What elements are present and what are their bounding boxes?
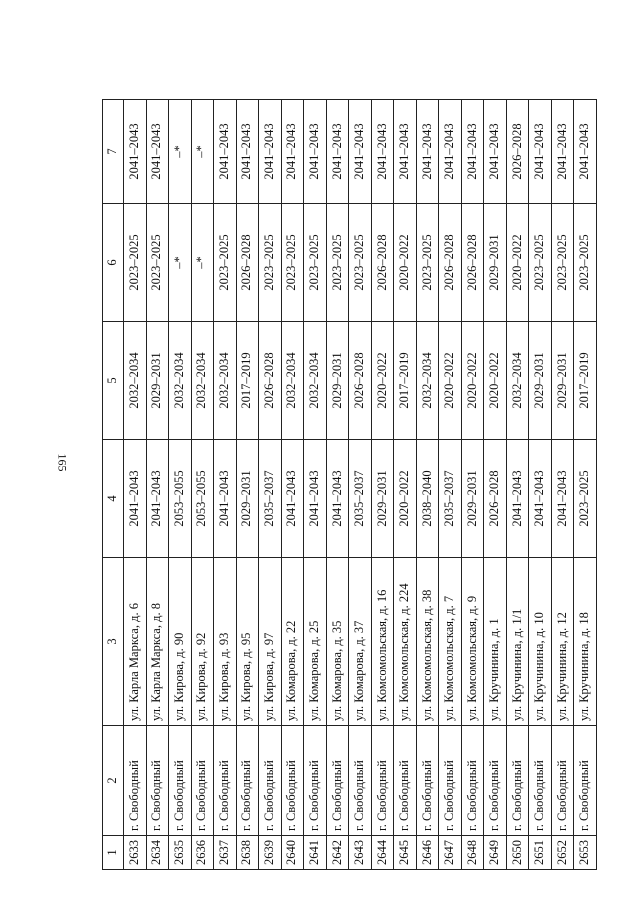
cell-col-5: 2032–2034 (304, 322, 327, 440)
cell-col-7: 2041–2043 (371, 100, 394, 204)
cell-col-1: 2653 (574, 836, 597, 870)
cell-col-2: г. Свободный (484, 726, 507, 836)
cell-col-2: г. Свободный (214, 726, 237, 836)
cell-col-7: –* (169, 100, 192, 204)
cell-col-2: г. Свободный (551, 726, 574, 836)
cell-col-3: ул. Кручинина, д. 1 (484, 558, 507, 726)
cell-col-7: 2041–2043 (236, 100, 259, 204)
table-row (551, 100, 574, 870)
cell-col-2: г. Свободный (236, 726, 259, 836)
cell-col-5: 2029–2031 (326, 322, 349, 440)
table-row (439, 100, 462, 870)
cell-col-3: ул. Комарова, д. 25 (304, 558, 327, 726)
table-row (574, 100, 597, 870)
cell-col-6: 2023–2025 (574, 204, 597, 322)
cell-col-7: 2041–2043 (574, 100, 597, 204)
cell-col-1: 2641 (304, 836, 327, 870)
cell-col-5: 2026–2028 (349, 322, 372, 440)
cell-col-7: 2041–2043 (551, 100, 574, 204)
cell-col-3: ул. Комсомольская, д. 16 (371, 558, 394, 726)
table-row (191, 100, 214, 870)
cell-col-2: г. Свободный (281, 726, 304, 836)
table-row (146, 100, 169, 870)
cell-col-2: г. Свободный (146, 726, 169, 836)
cell-col-2: г. Свободный (326, 726, 349, 836)
table-row (214, 100, 237, 870)
cell-col-7: 2041–2043 (259, 100, 282, 204)
cell-col-1: 2636 (191, 836, 214, 870)
data-table (102, 99, 597, 870)
cell-col-1: 2639 (259, 836, 282, 870)
cell-col-3: ул. Кирова, д. 90 (169, 558, 192, 726)
cell-col-1: 2646 (416, 836, 439, 870)
cell-col-1: 2637 (214, 836, 237, 870)
cell-col-2: г. Свободный (394, 726, 417, 836)
cell-col-7: 2041–2043 (416, 100, 439, 204)
cell-col-6: 2023–2025 (529, 204, 552, 322)
cell-col-7: 2041–2043 (461, 100, 484, 204)
cell-col-3: ул. Кручинина, д. 10 (529, 558, 552, 726)
cell-col-6: 2026–2028 (461, 204, 484, 322)
cell-col-6: 2026–2028 (371, 204, 394, 322)
cell-col-1: 2643 (349, 836, 372, 870)
cell-col-1: 2647 (439, 836, 462, 870)
cell-col-5: 2020–2022 (439, 322, 462, 440)
cell-col-3: ул. Карла Маркса, д. 8 (146, 558, 169, 726)
table-row (349, 100, 372, 870)
cell-col-3: ул. Комсомольская, д. 38 (416, 558, 439, 726)
table-row (484, 100, 507, 870)
table-row (529, 100, 552, 870)
cell-col-5: 2017–2019 (574, 322, 597, 440)
cell-col-1: 2638 (236, 836, 259, 870)
cell-col-2: г. Свободный (191, 726, 214, 836)
cell-col-1: 2634 (146, 836, 169, 870)
cell-col-4: 2041–2043 (124, 440, 147, 558)
cell-col-6: 2029–2031 (484, 204, 507, 322)
cell-col-1: 2635 (169, 836, 192, 870)
cell-col-6: 2023–2025 (124, 204, 147, 322)
cell-col-3: ул. Комарова, д. 22 (281, 558, 304, 726)
cell-col-7: 2041–2043 (146, 100, 169, 204)
cell-col-7: 2041–2043 (439, 100, 462, 204)
cell-col-3: ул. Комарова, д. 37 (349, 558, 372, 726)
cell-col-5: 2032–2034 (191, 322, 214, 440)
table-row (169, 100, 192, 870)
cell-col-1: 2644 (371, 836, 394, 870)
cell-col-7: 2041–2043 (394, 100, 417, 204)
cell-col-5: 2032–2034 (124, 322, 147, 440)
cell-col-2: г. Свободный (371, 726, 394, 836)
cell-col-2: г. Свободный (349, 726, 372, 836)
cell-col-7: 2041–2043 (349, 100, 372, 204)
column-header-2: 2 (103, 726, 124, 836)
cell-col-2: г. Свободный (169, 726, 192, 836)
cell-col-3: ул. Кирова, д. 97 (259, 558, 282, 726)
cell-col-2: г. Свободный (259, 726, 282, 836)
cell-col-5: 2020–2022 (461, 322, 484, 440)
cell-col-4: 2041–2043 (326, 440, 349, 558)
cell-col-4: 2041–2043 (214, 440, 237, 558)
cell-col-5: 2032–2034 (214, 322, 237, 440)
cell-col-3: ул. Комарова, д. 35 (326, 558, 349, 726)
cell-col-3: ул. Кирова, д. 95 (236, 558, 259, 726)
cell-col-6: 2023–2025 (304, 204, 327, 322)
cell-col-5: 2032–2034 (416, 322, 439, 440)
cell-col-3: ул. Комсомольская, д. 9 (461, 558, 484, 726)
cell-col-3: ул. Кручинина, д. 18 (574, 558, 597, 726)
cell-col-2: г. Свободный (506, 726, 529, 836)
cell-col-2: г. Свободный (529, 726, 552, 836)
cell-col-7: 2026–2028 (506, 100, 529, 204)
header-row (103, 100, 124, 870)
cell-col-6: 2020–2022 (394, 204, 417, 322)
cell-col-3: ул. Кручинина, д. 12 (551, 558, 574, 726)
cell-col-4: 2041–2043 (304, 440, 327, 558)
cell-col-2: г. Свободный (439, 726, 462, 836)
cell-col-7: –* (191, 100, 214, 204)
cell-col-5: 2026–2028 (259, 322, 282, 440)
table-row (394, 100, 417, 870)
cell-col-4: 2035–2037 (349, 440, 372, 558)
cell-col-6: –* (169, 204, 192, 322)
table-body (124, 100, 597, 870)
cell-col-6: 2023–2025 (349, 204, 372, 322)
cell-col-4: 2041–2043 (146, 440, 169, 558)
table-row (506, 100, 529, 870)
cell-col-1: 2645 (394, 836, 417, 870)
cell-col-5: 2017–2019 (394, 322, 417, 440)
cell-col-4: 2035–2037 (259, 440, 282, 558)
cell-col-1: 2650 (506, 836, 529, 870)
cell-col-1: 2642 (326, 836, 349, 870)
cell-col-3: ул. Комсомольская, д. 224 (394, 558, 417, 726)
cell-col-2: г. Свободный (461, 726, 484, 836)
column-header-4: 4 (103, 440, 124, 558)
cell-col-6: 2020–2022 (506, 204, 529, 322)
cell-col-2: г. Свободный (574, 726, 597, 836)
cell-col-7: 2041–2043 (281, 100, 304, 204)
cell-col-4: 2035–2037 (439, 440, 462, 558)
cell-col-2: г. Свободный (124, 726, 147, 836)
cell-col-3: ул. Кручинина, д. 1/1 (506, 558, 529, 726)
column-header-5: 5 (103, 322, 124, 440)
column-header-3: 3 (103, 558, 124, 726)
cell-col-4: 2026–2028 (484, 440, 507, 558)
table-row (304, 100, 327, 870)
cell-col-7: 2041–2043 (484, 100, 507, 204)
cell-col-6: 2023–2025 (214, 204, 237, 322)
cell-col-6: 2023–2025 (416, 204, 439, 322)
cell-col-3: ул. Кирова, д. 93 (214, 558, 237, 726)
cell-col-5: 2017–2019 (236, 322, 259, 440)
cell-col-5: 2032–2034 (506, 322, 529, 440)
cell-col-6: 2026–2028 (236, 204, 259, 322)
table-row (371, 100, 394, 870)
cell-col-5: 2029–2031 (529, 322, 552, 440)
column-header-1: 1 (103, 836, 124, 870)
cell-col-4: 2053–2055 (169, 440, 192, 558)
cell-col-6: 2023–2025 (281, 204, 304, 322)
cell-col-2: г. Свободный (304, 726, 327, 836)
table-row (259, 100, 282, 870)
table-row (124, 100, 147, 870)
cell-col-5: 2029–2031 (146, 322, 169, 440)
cell-col-3: ул. Карла Маркса, д. 6 (124, 558, 147, 726)
cell-col-5: 2020–2022 (484, 322, 507, 440)
cell-col-1: 2649 (484, 836, 507, 870)
cell-col-7: 2041–2043 (304, 100, 327, 204)
cell-col-4: 2053–2055 (191, 440, 214, 558)
cell-col-3: ул. Комсомольская, д. 7 (439, 558, 462, 726)
cell-col-4: 2041–2043 (529, 440, 552, 558)
cell-col-1: 2633 (124, 836, 147, 870)
table-row (281, 100, 304, 870)
cell-col-7: 2041–2043 (326, 100, 349, 204)
cell-col-7: 2041–2043 (124, 100, 147, 204)
cell-col-7: 2041–2043 (529, 100, 552, 204)
cell-col-6: 2026–2028 (439, 204, 462, 322)
cell-col-6: 2023–2025 (551, 204, 574, 322)
cell-col-3: ул. Кирова, д. 92 (191, 558, 214, 726)
cell-col-6: 2023–2025 (259, 204, 282, 322)
cell-col-5: 2032–2034 (169, 322, 192, 440)
cell-col-6: –* (191, 204, 214, 322)
cell-col-1: 2652 (551, 836, 574, 870)
cell-col-4: 2029–2031 (236, 440, 259, 558)
cell-col-1: 2640 (281, 836, 304, 870)
cell-col-4: 2041–2043 (551, 440, 574, 558)
table-row (416, 100, 439, 870)
cell-col-7: 2041–2043 (214, 100, 237, 204)
cell-col-6: 2023–2025 (146, 204, 169, 322)
cell-col-4: 2020–2022 (394, 440, 417, 558)
cell-col-1: 2651 (529, 836, 552, 870)
cell-col-4: 2029–2031 (371, 440, 394, 558)
cell-col-5: 2032–2034 (281, 322, 304, 440)
cell-col-5: 2029–2031 (551, 322, 574, 440)
cell-col-1: 2648 (461, 836, 484, 870)
cell-col-4: 2023–2025 (574, 440, 597, 558)
page-number: 165 (55, 453, 70, 472)
cell-col-4: 2041–2043 (506, 440, 529, 558)
table-row (326, 100, 349, 870)
rotated-table-container (102, 100, 597, 870)
cell-col-5: 2020–2022 (371, 322, 394, 440)
table-row (236, 100, 259, 870)
column-header-6: 6 (103, 204, 124, 322)
cell-col-6: 2023–2025 (326, 204, 349, 322)
cell-col-4: 2041–2043 (281, 440, 304, 558)
cell-col-4: 2029–2031 (461, 440, 484, 558)
cell-col-2: г. Свободный (416, 726, 439, 836)
table-row (461, 100, 484, 870)
column-header-7: 7 (103, 100, 124, 204)
cell-col-4: 2038–2040 (416, 440, 439, 558)
